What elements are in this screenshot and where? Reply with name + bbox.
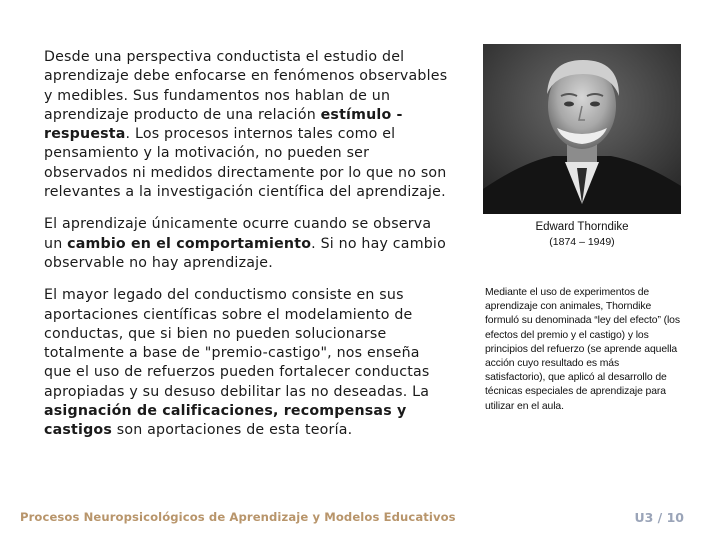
photo-caption-name: Edward Thorndike (535, 221, 629, 233)
paragraph-3-emphasis: asignación de calificaciones, recompensas y castigos (44, 403, 407, 439)
paragraph-1-emphasis: estímulo - respuesta (44, 106, 403, 143)
paragraph-2-text-end: . Si no hay cambio observable no hay aprendizaje. (44, 235, 446, 271)
footer-course-title: Procesos Neuropsicológicos de Aprendizaje y Modelos Educativos (20, 510, 456, 524)
paragraph-behaviorism-intro (44, 48, 449, 202)
page-number: U3 / 10 (634, 510, 684, 525)
paragraph-3-text: El mayor legado del conductismo consiste en sus aportaciones científicas sobre el modelamiento de conductas, que si bien no pueden solucionarse totalmente a base de "premio-castigo", nos enseña que el uso de refuerzos pueden fortalecer conductas apropiadas y su desuso debilitar las no deseadas. La (44, 287, 430, 400)
paragraph-1-text: Desde una perspectiva conductista el estudio del aprendizaje debe enfocarse en fenómenos observables y medibles. Sus fundamentos nos hablan de un aprendizaje producto de una relación (44, 49, 448, 123)
side-note: Mediante el uso de experimentos de aprendizaje con animales, Thorndike formuló su denominada “ley del efecto” (los efectos del premio y el castigo) y los principios del refuerzo (se aprende aquella acción cuyo resultado es más satisfactorio), que aplicó al desarrollo de técnicas especiales de aprendizaje para utilizar en el aula. (485, 287, 680, 412)
paragraph-2-text: El aprendizaje únicamente ocurre cuando se observa un (44, 216, 432, 252)
portrait-image (483, 44, 681, 214)
paragraph-1-text-end: . Los procesos internos tales como el pensamiento y la motivación, no pueden ser observados ni medidos directamente por lo que no son relevantes a la investigación científica del aprendizaje. (44, 126, 447, 201)
paragraph-learning-change (44, 215, 449, 273)
portrait-photo (483, 44, 681, 214)
photo-caption-dates: (1874 – 1949) (549, 236, 615, 248)
paragraph-legacy (44, 286, 449, 440)
paragraph-3-text-end: son aportaciones de esta teoría. (112, 422, 353, 439)
paragraph-2-emphasis: cambio en el comportamiento (67, 235, 312, 252)
main-text (44, 48, 449, 454)
